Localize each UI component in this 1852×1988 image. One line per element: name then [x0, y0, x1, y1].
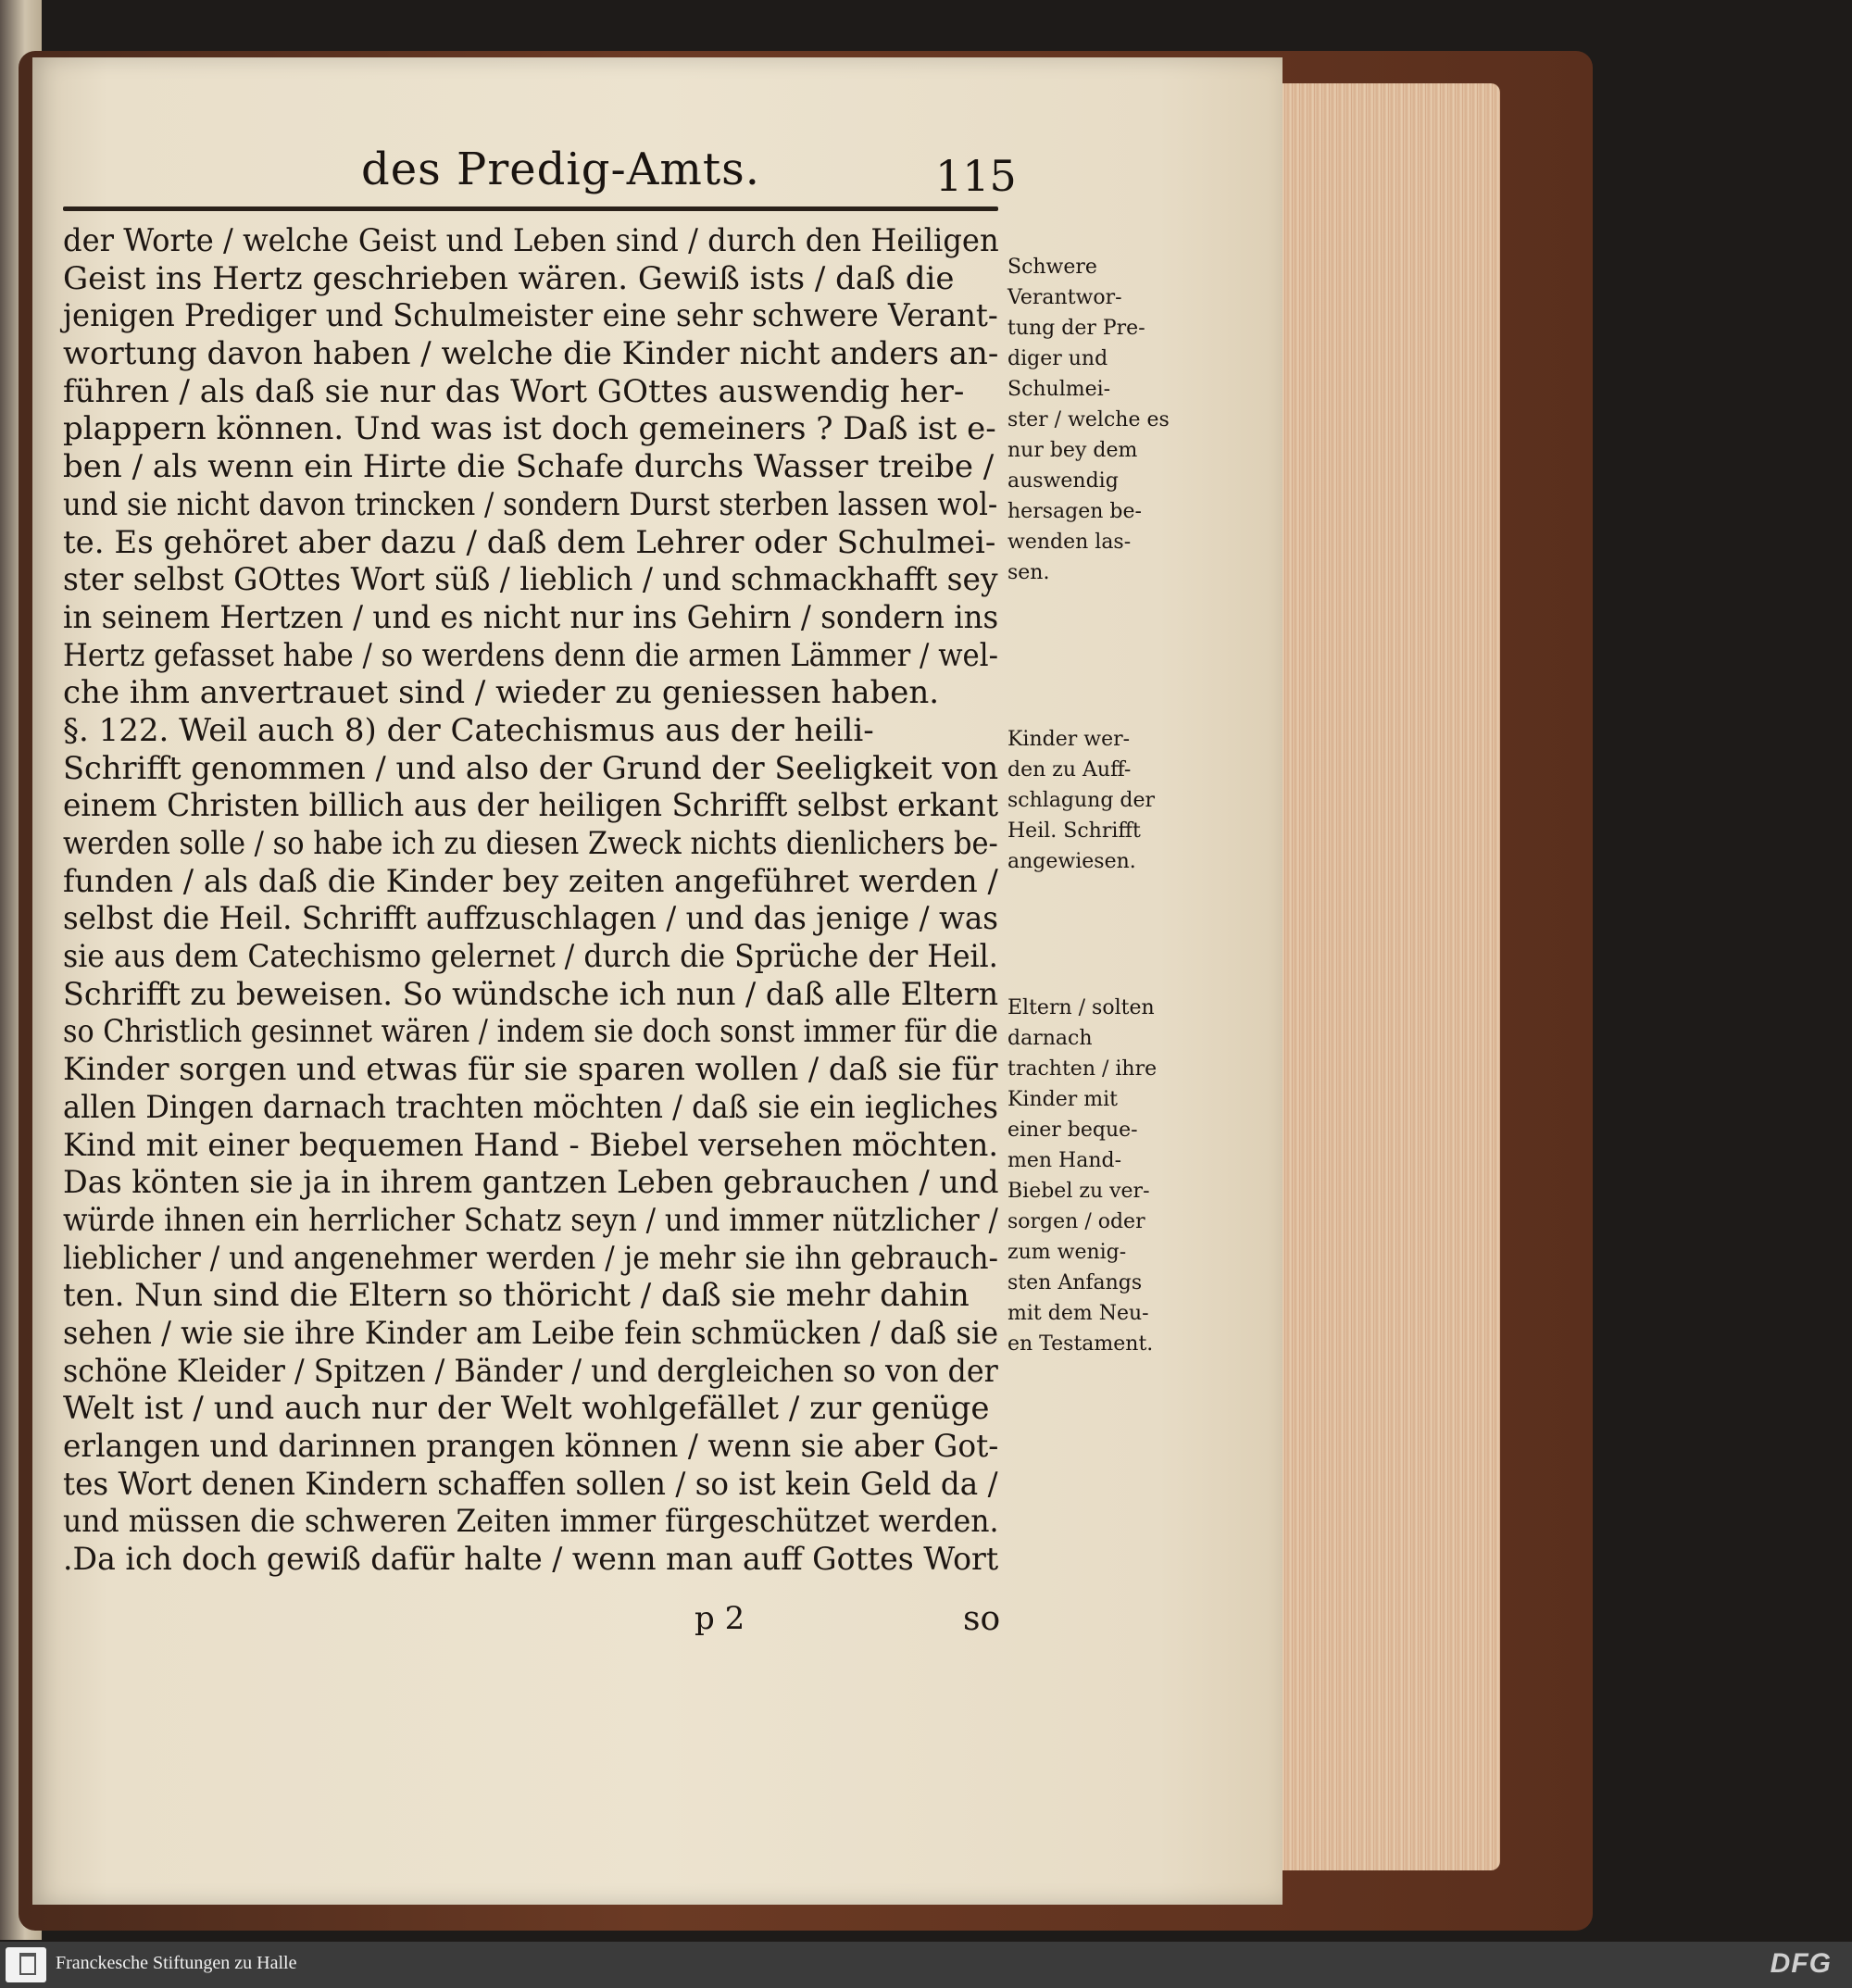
text-line: wortung davon haben / welche die Kinder nicht anders an-: [63, 335, 999, 373]
institution-logo-icon: [6, 1947, 46, 1982]
text-line: Das könten sie ja in ihrem gantzen Leben gebrauchen / und: [63, 1164, 999, 1202]
margin-note-line: Kinder wer-: [1007, 728, 1131, 751]
text-line: funden / als daß die Kinder bey zeiten angeführet werden /: [63, 862, 998, 900]
text-line: einem Christen billich aus der heiligen Schrifft selbst erkant: [63, 787, 999, 825]
margin-note-line: wenden las-: [1007, 531, 1132, 554]
margin-note-line: Verantwor-: [1007, 286, 1122, 309]
margin-note-line: Schwere: [1007, 256, 1097, 279]
text-line: tes Wort denen Kindern schaffen sollen / so ist kein Geld da /: [63, 1465, 998, 1503]
text-line: ster selbst GOttes Wort süß / lieblich / und schmackhafft sey: [63, 561, 998, 599]
text-line: ben / als wenn ein Hirte die Schafe durchs Wasser treibe /: [63, 448, 995, 486]
text-line: und sie nicht davon trincken / sondern Durst sterben lassen wol-: [63, 485, 998, 523]
text-line: würde ihnen ein herrlicher Schatz seyn / und immer nützlicher /: [63, 1201, 998, 1239]
margin-note-parents-bible: [1007, 993, 1183, 1359]
margin-note-line: schlagung der: [1007, 789, 1156, 812]
text-line: sie aus dem Catechismo gelernet / durch die Sprüche der Heil.: [63, 938, 998, 976]
running-title: des Predig-Amts.: [361, 144, 761, 195]
main-text-column: [63, 222, 998, 1579]
text-line: .Da ich doch gewiß dafür halte / wenn man auff Gottes Wort: [63, 1541, 999, 1579]
text-line: sehen / wie sie ihre Kinder am Leibe fein schmücken / daß sie: [63, 1314, 999, 1352]
margin-note-line: Schulmei-: [1007, 378, 1111, 401]
margin-note-line: auswendig: [1007, 469, 1119, 493]
text-line: ten. Nun sind die Eltern so thöricht / daß sie mehr dahin: [63, 1277, 970, 1315]
running-head: [324, 88, 1017, 201]
text-line: Schrifft genommen / und also der Grund der Seeligkeit von: [63, 749, 999, 787]
margin-note-line: mit dem Neu-: [1007, 1302, 1149, 1325]
margin-note-line: angewiesen.: [1007, 850, 1136, 873]
signature-mark: p 2: [694, 1600, 745, 1637]
text-line: allen Dingen darnach trachten möchten / daß sie ein iegliches: [63, 1088, 998, 1126]
margin-note-line: sen.: [1007, 561, 1050, 584]
text-line: te. Es gehöret aber dazu / daß dem Lehrer oder Schulmei-: [63, 523, 996, 561]
text-line: §. 122. Weil auch 8) der Catechismus aus der heili-: [63, 711, 874, 749]
margin-note-line: Kinder mit: [1007, 1088, 1118, 1111]
text-line: Welt ist / und auch nur der Welt wohlgefället / zur genüge: [63, 1390, 990, 1428]
margin-note-line: sorgen / oder: [1007, 1210, 1145, 1233]
text-line: lieblicher / und angenehmer werden / je mehr sie ihn gebrauch-: [63, 1239, 999, 1277]
margin-note-line: zum wenig-: [1007, 1241, 1127, 1264]
margin-note-line: Biebel zu ver-: [1007, 1180, 1150, 1203]
margin-note-line: trachten / ihre: [1007, 1057, 1158, 1081]
margin-note-line: einer beque-: [1007, 1119, 1138, 1142]
text-line: so Christlich gesinnet wären / indem sie doch sonst immer für die: [63, 1013, 998, 1051]
margin-note-scripture: [1007, 724, 1183, 877]
margin-note-line: Heil. Schrifft: [1007, 819, 1141, 843]
text-line: Kind mit einer bequemen Hand - Biebel versehen möchten.: [63, 1126, 999, 1164]
text-line: erlangen und darinnen prangen können / wenn sie aber Got-: [63, 1428, 999, 1465]
text-line: Geist ins Hertz geschrieben wären. Gewiß ists / daß die: [63, 259, 955, 297]
margin-note-line: ster / welche es: [1007, 408, 1170, 431]
margin-note-line: men Hand-: [1007, 1149, 1122, 1172]
margin-note-line: diger und: [1007, 347, 1108, 370]
margin-note-line: darnach: [1007, 1027, 1093, 1050]
margin-note-line: hersagen be-: [1007, 500, 1142, 523]
margin-note-line: en Testament.: [1007, 1332, 1154, 1356]
margin-note-line: den zu Auff-: [1007, 758, 1132, 781]
margin-note-responsibility: [1007, 252, 1183, 588]
text-line: in seinem Hertzen / und es nicht nur ins Gehirn / sondern ins: [63, 598, 999, 636]
text-line: schöne Kleider / Spitzen / Bänder / und dergleichen so von der: [63, 1352, 998, 1390]
margin-note-line: Eltern / solten: [1007, 996, 1155, 1019]
text-line: selbst die Heil. Schrifft auffzuschlagen / und das jenige / was: [63, 900, 999, 938]
text-line: jenigen Prediger und Schulmeister eine sehr schwere Verant-: [63, 297, 998, 335]
margin-note-line: tung der Pre-: [1007, 317, 1145, 340]
header-rule: [63, 206, 998, 211]
page-fore-edge: [1278, 83, 1500, 1870]
page-number: 115: [935, 151, 1017, 201]
footer-bar: [0, 1942, 1852, 1988]
text-line: und müssen die schweren Zeiten immer fürgeschützet werden.: [63, 1503, 999, 1541]
building-icon: [19, 1953, 36, 1975]
text-line: der Worte / welche Geist und Leben sind / durch den Heiligen: [63, 222, 999, 259]
text-line: werden solle / so habe ich zu diesen Zweck nichts dienlichers be-: [63, 825, 998, 862]
dfg-logo: DFG: [1770, 1948, 1832, 1979]
text-line: Kinder sorgen und etwas für sie sparen wollen / daß sie für: [63, 1051, 998, 1089]
text-line: che ihm anvertrauet sind / wieder zu geniessen haben.: [63, 674, 940, 712]
margin-note-line: sten Anfangs: [1007, 1271, 1143, 1294]
institution-name: Franckesche Stiftungen zu Halle: [56, 1953, 297, 1973]
catchword: so: [963, 1600, 1001, 1638]
text-line: Hertz gefasset habe / so werdens denn die armen Lämmer / wel-: [63, 636, 998, 674]
text-line: Schrifft zu beweisen. So wündsche ich nun / daß alle Eltern: [63, 975, 999, 1013]
text-line: führen / als daß sie nur das Wort GOttes auswendig her-: [63, 372, 965, 410]
text-line: plappern können. Und was ist doch gemeiners ? Daß ist e-: [63, 410, 996, 448]
margin-note-line: nur bey dem: [1007, 439, 1138, 462]
